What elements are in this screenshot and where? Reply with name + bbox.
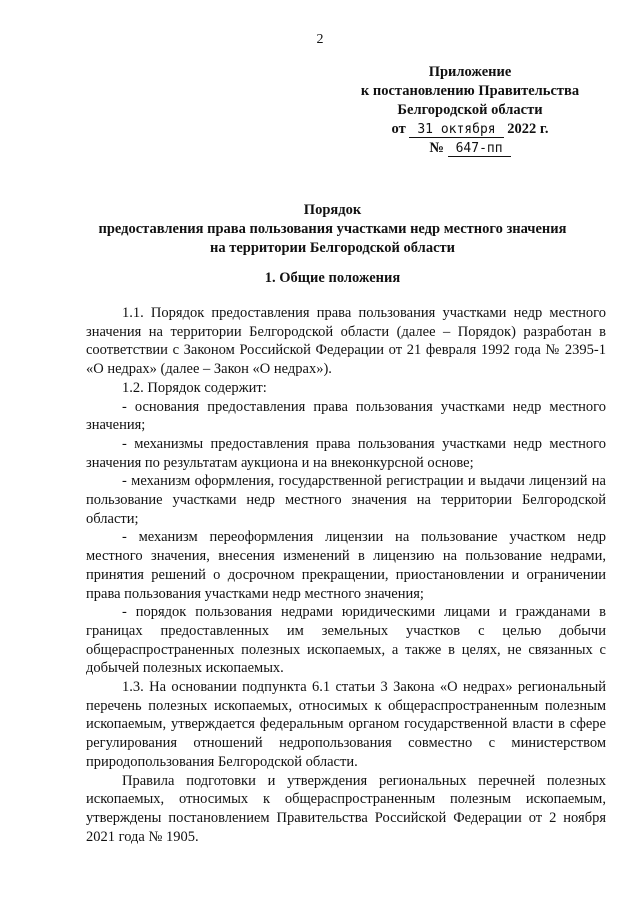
appendix-region-line: Белгородской области: [397, 102, 543, 118]
title-line-3: на территории Белгородской области: [210, 240, 455, 256]
body-text: [86, 304, 606, 846]
date-prefix: от: [391, 121, 406, 137]
number-prefix: №: [429, 140, 444, 156]
document-title: [60, 201, 605, 258]
list-item: - основания предоставления права пользования участками недр местного значения;: [86, 398, 606, 434]
date-handwritten: 31 октября: [409, 122, 503, 138]
title-line-2: предоставления права пользования участками недр местного значения: [98, 221, 567, 237]
section-heading: 1. Общие положения: [264, 270, 401, 286]
number-handwritten: 647-пп: [448, 141, 511, 157]
appendix-title: Приложение: [428, 64, 512, 80]
appendix-date-line: [340, 120, 600, 139]
appendix-resolution-line: к постановлению Правительства: [360, 83, 580, 99]
list-item: - механизм переоформления лицензии на пользование участком недр местного значения, внесения изменений в лицензию на пользование недрами, принятия решений о досрочном прекращении, приостановлении и ограничении права пользования участками недр местного значения;: [86, 529, 606, 602]
list-item: - механизм оформления, государственной регистрации и выдачи лицензий на пользование участками недр местного значения на территории Белгородской области;: [86, 473, 606, 527]
page-number: 2: [316, 32, 324, 47]
list-item: - механизмы предоставления права пользования участками недр местного значения по результатам аукциона и на внеконкурсной основе;: [86, 435, 606, 471]
paragraph: 1.1. Порядок предоставления права пользования участками недр местного значения на территории Белгородской области (далее – Порядок) разработан в соответствии с Законом Российской Федерации от 21 февраля 1992 года № 2395-1 «О недрах» (далее – Закон «О недрах»).: [86, 305, 606, 378]
list-item: - порядок пользования недрами юридическими лицами и гражданами в границах предоставленных им земельных участков с целью добычи общераспространенных полезных ископаемых, а также в целях, не связанных с добычей полезных ископаемых.: [86, 604, 606, 677]
paragraph: 1.2. Порядок содержит:: [122, 379, 267, 396]
appendix-header: [340, 63, 600, 158]
paragraph: Правила подготовки и утверждения региональных перечней полезных ископаемых, относимых к общераспространенным полезным ископаемым, утверждены постановлением Правительства Российской Федерации от 2 ноября 2021 года № 1905.: [86, 772, 606, 845]
paragraph: 1.3. На основании подпункта 6.1 статьи 3 Закона «О недрах» региональный перечень полезных ископаемых, относимых к общераспространенным полезным ископаемым, утверждается федеральным органом государственной власти в сфере регулирования отношений недропользования совместно с министерством природопользования Белгородской области.: [86, 679, 606, 770]
appendix-number-line: [340, 139, 600, 158]
date-year: 2022 г.: [507, 121, 549, 137]
title-line-1: Порядок: [303, 202, 362, 218]
